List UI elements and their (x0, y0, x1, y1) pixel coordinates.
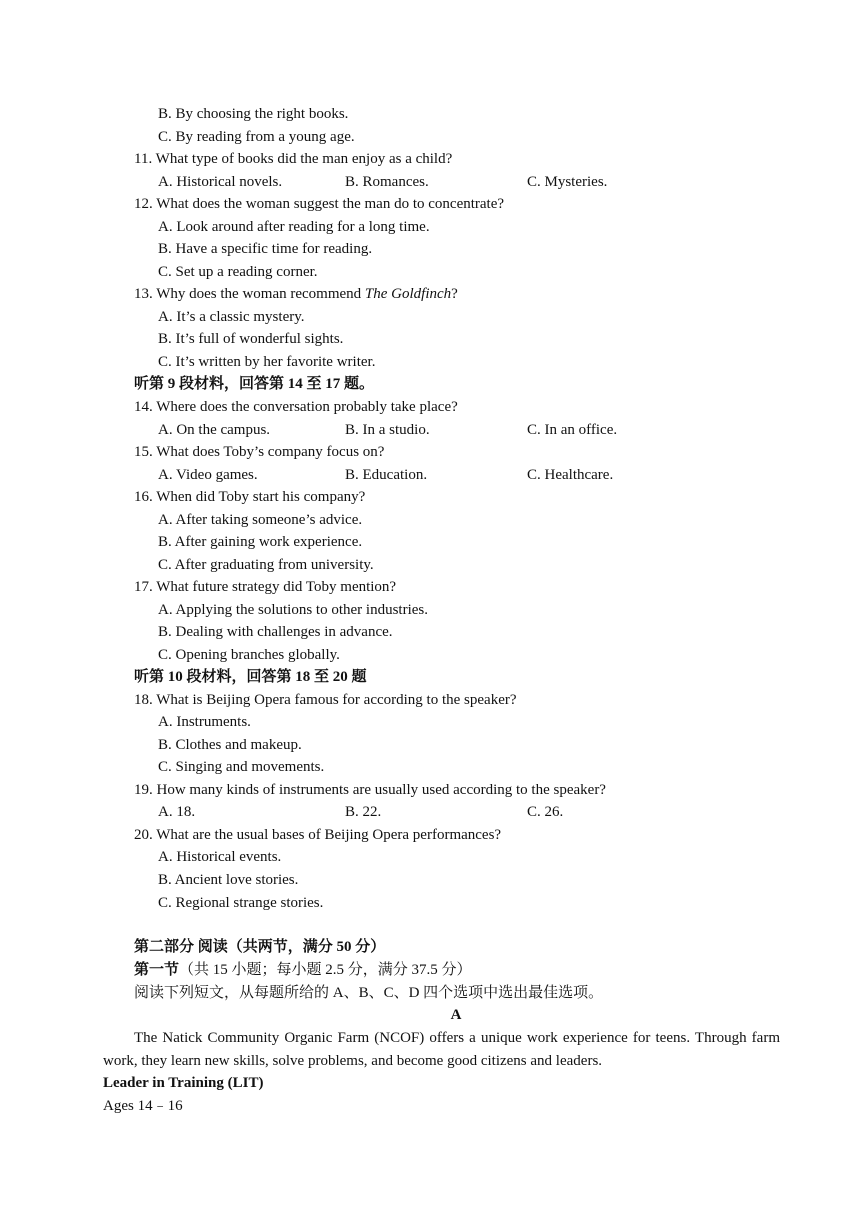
q15-option-a: A. Video games. (158, 467, 258, 483)
q18-option-c: C. Singing and movements. (158, 759, 325, 775)
q13-stem (134, 284, 458, 304)
q16-stem: 16. When did Toby start his company? (134, 489, 366, 505)
q13-stem-end: ? (451, 286, 458, 302)
q17-option-b: B. Dealing with challenges in advance. (158, 624, 393, 640)
q14-stem: 14. Where does the conversation probably take place? (134, 399, 458, 415)
q12-option-a: A. Look around after reading for a long time. (158, 219, 430, 235)
q19-option-c: C. 26. (527, 804, 564, 820)
q20-stem: 20. What are the usual bases of Beijing Opera performances? (134, 827, 502, 843)
section-9-heading: 听第 9 段材料，回答第 14 至 17 题。 (134, 376, 375, 392)
q14-option-b: B. In a studio. (345, 422, 430, 438)
q17-option-a: A. Applying the solutions to other industries. (158, 602, 428, 618)
q15-option-c: C. Healthcare. (527, 467, 614, 483)
q18-stem: 18. What is Beijing Opera famous for according to the speaker? (134, 692, 517, 708)
section-1-scoring: （共 15 小题；每小题 2.5 分，满分 37.5 分） (179, 962, 472, 978)
q18-option-b: B. Clothes and makeup. (158, 737, 302, 753)
part-2-title: 第二部分 阅读（共两节，满分 50 分） (134, 939, 386, 955)
q12-option-b: B. Have a specific time for reading. (158, 241, 373, 257)
q14-option-a: A. On the campus. (158, 422, 271, 438)
q13-stem-text: 13. Why does the woman recommend (134, 286, 365, 302)
q11-option-a: A. Historical novels. (158, 174, 283, 190)
section-1-heading (134, 960, 472, 980)
q15-option-b: B. Education. (345, 467, 428, 483)
q19-option-b: B. 22. (345, 804, 382, 820)
q17-option-c: C. Opening branches globally. (158, 647, 340, 663)
q13-option-b: B. It’s full of wonderful sights. (158, 331, 344, 347)
q14-option-c: C. In an office. (527, 422, 618, 438)
q13-option-c: C. It’s written by her favorite writer. (158, 354, 376, 370)
q13-book-title: The Goldfinch (364, 286, 452, 302)
passage-label: A (450, 1007, 462, 1023)
q16-option-b: B. After gaining work experience. (158, 534, 363, 550)
q18-option-a: A. Instruments. (158, 714, 251, 730)
q11-option-c: C. Mysteries. (527, 174, 608, 190)
q11-option-b: B. Romances. (345, 174, 429, 190)
q19-option-a: A. 18. (158, 804, 196, 820)
q20-option-b: B. Ancient love stories. (158, 872, 299, 888)
section-10-heading: 听第 10 段材料，回答第 18 至 20 题 (134, 669, 367, 685)
program-title: Leader in Training (LIT) (103, 1075, 264, 1091)
q16-option-a: A. After taking someone’s advice. (158, 512, 363, 528)
q19-stem: 19. How many kinds of instruments are usually used according to the speaker? (134, 782, 606, 798)
q10-option-b: B. By choosing the right books. (158, 106, 349, 122)
q20-option-a: A. Historical events. (158, 849, 282, 865)
section-1-label: 第一节 (134, 962, 180, 978)
q12-stem: 12. What does the woman suggest the man do to concentrate? (134, 196, 505, 212)
program-ages: Ages 14﹣16 (103, 1098, 183, 1114)
passage-a-paragraph: The Natick Community Organic Farm (NCOF) offers a unique work experience for teens. Through farm work, they learn new skills, solve problems, and become good citizens and leaders. (103, 1030, 780, 1069)
q15-stem: 15. What does Toby’s company focus on? (134, 444, 385, 460)
q16-option-c: C. After graduating from university. (158, 557, 374, 573)
q20-option-c: C. Regional strange stories. (158, 895, 324, 911)
q11-stem: 11. What type of books did the man enjoy as a child? (134, 151, 453, 167)
q10-option-c: C. By reading from a young age. (158, 129, 355, 145)
reading-instructions: 阅读下列短文，从每题所给的 A、B、C、D 四个选项中选出最佳选项。 (134, 985, 604, 1001)
q17-stem: 17. What future strategy did Toby mention? (134, 579, 397, 595)
q12-option-c: C. Set up a reading corner. (158, 264, 318, 280)
q13-option-a: A. It’s a classic mystery. (158, 309, 305, 325)
